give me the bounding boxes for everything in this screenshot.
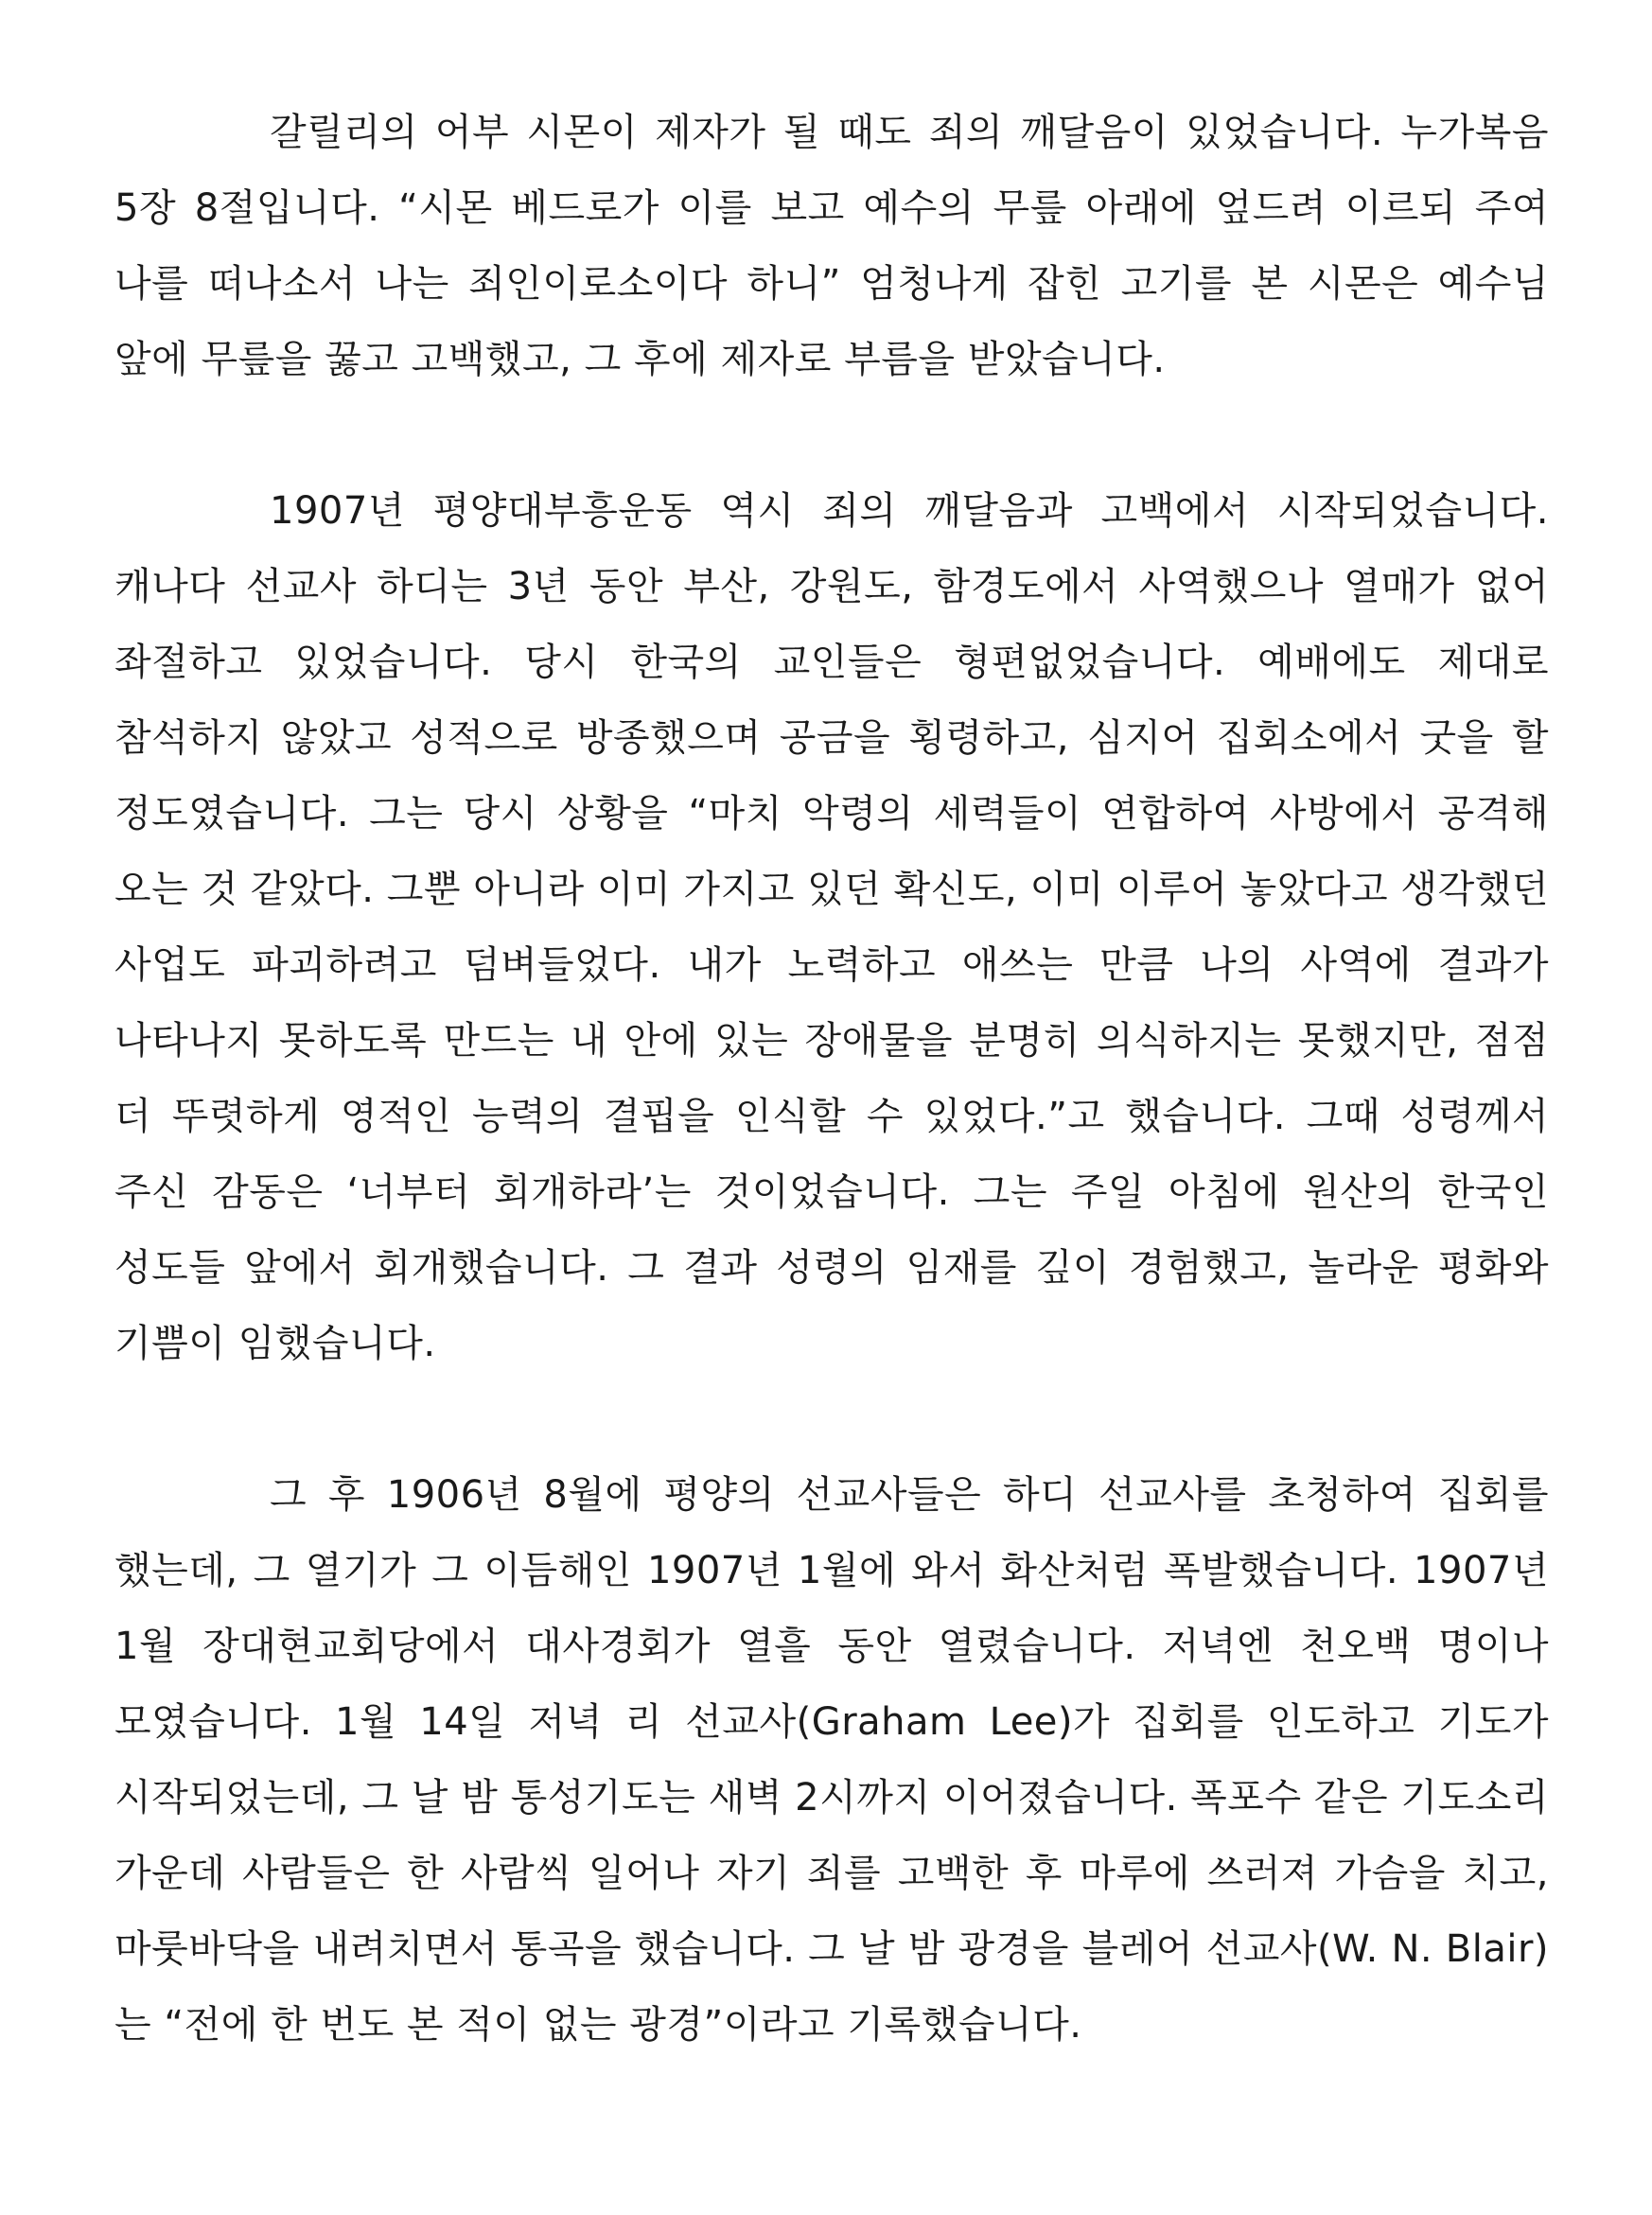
paragraph-1: 갈릴리의 어부 시몬이 제자가 될 때도 죄의 깨달음이 있었습니다. 누가복음 5장 8절입니다. “시몬 베드로가 이를 보고 예수의 무릎 아래에 엎드려 이르되 주여 나를 떠나소서 나는 죄인이로소이다 하니” 엄청나게 잡힌 고기를 본 시몬은 예수님 앞에 무릎을 꿇고 고백했고, 그 후에 제자로 부름을 받았습니다. (114, 111, 1549, 381)
paragraph-2: 1907년 평양대부흥운동 역시 죄의 깨달음과 고백에서 시작되었습니다. 캐나다 선교사 하디는 3년 동안 부산, 강원도, 함경도에서 사역했으나 열매가 없어 좌절하고 있었습니다. 당시 한국의 교인들은 형편없었습니다. 예배에도 제대로 참석하지 않았고 성적으로 방종했으며 공금을 횡령하고, 심지어 집회소에서 굿을 할 정도였습니다. 그는 당시 상황을 “마치 악령의 세력들이 연합하여 사방에서 공격해 오는 것 같았다. 그뿐 아니라 이미 가지고 있던 확신도, 이미 이루어 놓았다고 생각했던 사업도 파괴하려고 덤벼들었다. 내가 노력하고 애쓰는 만큼 나의 사역에 결과가 나타나지 못하도록 만드는 내 안에 있는 장애물을 분명히 의식하지는 못했지만, 점점 더 뚜렷하게 영적인 능력의 결핍을 인식할 수 있었다.”고 했습니다. 그때 성령께서 주신 감동은 ‘너부터 회개하라’는 것이었습니다. 그는 주일 아침에 원산의 한국인 성도들 앞에서 회개했습니다. 그 결과 성령의 임재를 깊이 경험했고, 놀라운 평화와 기쁨이 임했습니다. (114, 489, 1549, 1365)
paragraph-3: 그 후 1906년 8월에 평양의 선교사들은 하디 선교사를 초청하여 집회를 했는데, 그 열기가 그 이듬해인 1907년 1월에 와서 화산처럼 폭발했습니다. 1907년 1월 장대현교회당에서 대사경회가 열흘 동안 열렸습니다. 저녁엔 천오백 명이나 모였습니다. 1월 14일 저녁 리 선교사(Graham Lee)가 집회를 인도하고 기도가 시작되었는데, 그 날 밤 통성기도는 새벽 2시까지 이어졌습니다. 폭포수 같은 기도소리 가운데 사람들은 한 사람씩 일어나 자기 죄를 고백한 후 마루에 쓰러져 가슴을 치고, 마룻바닥을 내려치면서 통곡을 했습니다. 그 날 밤 광경을 블레어 선교사(W. N. Blair)는 “전에 한 번도 본 적이 없는 광경”이라고 기록했습니다. (114, 1473, 1549, 2047)
document-page (114, 95, 1549, 2063)
